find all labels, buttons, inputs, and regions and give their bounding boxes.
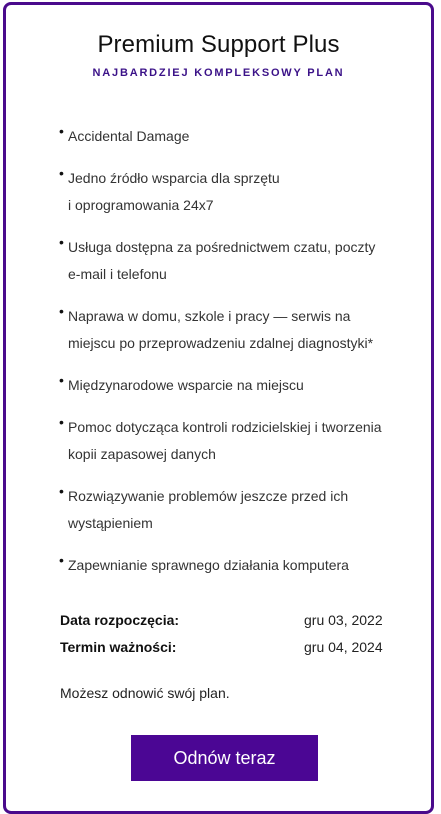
bullet-icon: • [59, 552, 64, 568]
feature-text: Naprawa w domu, szkole i pracy — serwis na miejscu po przeprowadzeniu zdalnej diagnostyki* [68, 308, 374, 351]
feature-text: Międzynarodowe wsparcie na miejscu [68, 377, 304, 393]
end-date-value: gru 04, 2024 [304, 639, 383, 655]
bullet-icon: • [59, 483, 64, 499]
feature-text: Usługa dostępna za pośrednictwem czatu, poczty e-mail i telefonu [68, 239, 376, 282]
bullet-icon: • [59, 414, 64, 430]
feature-item [58, 552, 418, 579]
renew-now-button[interactable]: Odnów teraz [131, 735, 318, 781]
feature-text: Zapewnianie sprawnego działania komputera [68, 557, 349, 573]
start-date-value: gru 03, 2022 [304, 612, 383, 628]
feature-text: Accidental Damage [68, 128, 190, 144]
feature-text: Jedno źródło wsparcia dla sprzętu i oprogramowania 24x7 [68, 170, 280, 213]
feature-item [58, 414, 418, 468]
feature-item [58, 234, 418, 288]
bullet-icon: • [59, 372, 64, 388]
feature-item [58, 372, 418, 399]
feature-list [58, 123, 418, 594]
bullet-icon: • [59, 165, 64, 181]
feature-item [58, 303, 418, 357]
feature-item [58, 483, 418, 537]
renew-note: Możesz odnowić swój plan. [60, 685, 230, 701]
feature-item [58, 123, 418, 150]
end-date-label: Termin ważności: [60, 639, 177, 655]
start-date-row [60, 609, 410, 636]
plan-card [3, 2, 434, 814]
plan-subtitle: NAJBARDZIEJ KOMPLEKSOWY PLAN [92, 67, 345, 79]
feature-text: Rozwiązywanie problemów jeszcze przed ich wystąpieniem [68, 488, 349, 531]
end-date-row [60, 636, 410, 663]
bullet-icon: • [59, 303, 64, 319]
plan-dates [60, 609, 410, 663]
bullet-icon: • [59, 234, 64, 250]
feature-text: Pomoc dotycząca kontroli rodzicielskiej i tworzenia kopii zapasowej danych [68, 419, 382, 462]
bullet-icon: • [59, 123, 64, 139]
feature-item [58, 165, 418, 219]
start-date-label: Data rozpoczęcia: [60, 612, 180, 628]
plan-title: Premium Support Plus [97, 31, 340, 58]
